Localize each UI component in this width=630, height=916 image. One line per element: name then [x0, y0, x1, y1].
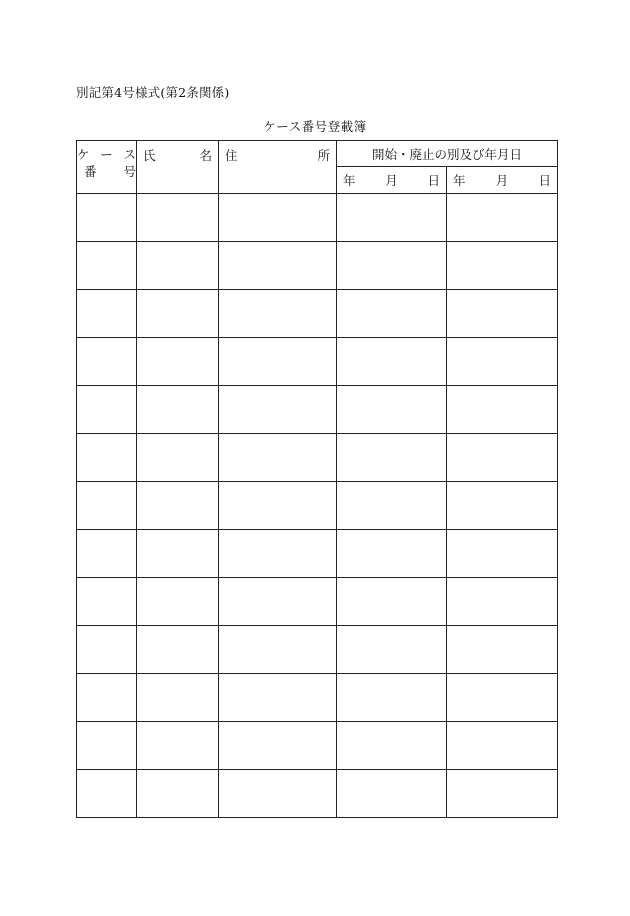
address-cell[interactable] [219, 290, 337, 338]
date-cell-1[interactable] [337, 194, 447, 242]
header-start-abolition: 開始・廃止の別及び年月日 [337, 141, 558, 167]
date-cell-2[interactable] [447, 242, 558, 290]
header-day: 日 [427, 173, 440, 188]
case-number-cell[interactable] [77, 482, 137, 530]
header-case-number-char: ケ [77, 147, 90, 162]
table-row [77, 338, 558, 386]
date-cell-1[interactable] [337, 530, 447, 578]
header-case-number-char: 番 [84, 164, 97, 179]
date-cell-2[interactable] [447, 194, 558, 242]
date-cell-1[interactable] [337, 722, 447, 770]
date-cell-2[interactable] [447, 578, 558, 626]
date-cell-2[interactable] [447, 290, 558, 338]
case-number-cell[interactable] [77, 290, 137, 338]
date-cell-2[interactable] [447, 722, 558, 770]
name-cell[interactable] [137, 578, 219, 626]
address-cell[interactable] [219, 194, 337, 242]
name-cell[interactable] [137, 290, 219, 338]
table-row [77, 626, 558, 674]
name-cell[interactable] [137, 626, 219, 674]
name-cell[interactable] [137, 434, 219, 482]
case-register-table [76, 140, 558, 818]
case-number-cell[interactable] [77, 674, 137, 722]
header-address [219, 141, 337, 194]
name-cell[interactable] [137, 722, 219, 770]
header-name-char: 氏 [143, 148, 156, 163]
name-cell[interactable] [137, 770, 219, 818]
table-row [77, 722, 558, 770]
date-cell-1[interactable] [337, 386, 447, 434]
case-number-cell[interactable] [77, 194, 137, 242]
table-row [77, 434, 558, 482]
date-cell-2[interactable] [447, 482, 558, 530]
case-number-cell[interactable] [77, 338, 137, 386]
case-number-cell[interactable] [77, 530, 137, 578]
header-day: 日 [538, 173, 552, 188]
name-cell[interactable] [137, 194, 219, 242]
date-cell-2[interactable] [447, 674, 558, 722]
date-cell-2[interactable] [447, 626, 558, 674]
date-cell-2[interactable] [447, 386, 558, 434]
header-date-1 [337, 167, 447, 194]
date-cell-1[interactable] [337, 434, 447, 482]
address-cell[interactable] [219, 722, 337, 770]
header-year: 年 [453, 173, 466, 188]
address-cell[interactable] [219, 578, 337, 626]
date-cell-1[interactable] [337, 290, 447, 338]
case-number-cell[interactable] [77, 722, 137, 770]
case-number-cell[interactable] [77, 578, 137, 626]
address-cell[interactable] [219, 626, 337, 674]
date-cell-2[interactable] [447, 434, 558, 482]
table-row [77, 290, 558, 338]
case-number-cell[interactable] [77, 434, 137, 482]
address-cell[interactable] [219, 434, 337, 482]
header-name [137, 141, 219, 194]
address-cell[interactable] [219, 530, 337, 578]
case-number-cell[interactable] [77, 770, 137, 818]
date-cell-2[interactable] [447, 530, 558, 578]
header-date-2 [447, 167, 558, 194]
table-row [77, 674, 558, 722]
name-cell[interactable] [137, 338, 219, 386]
address-cell[interactable] [219, 242, 337, 290]
header-month: 月 [495, 173, 509, 188]
date-cell-1[interactable] [337, 338, 447, 386]
case-number-cell[interactable] [77, 242, 137, 290]
date-cell-2[interactable] [447, 338, 558, 386]
form-number-label: 別記第4号様式(第2条関係) [76, 85, 230, 100]
name-cell[interactable] [137, 530, 219, 578]
address-cell[interactable] [219, 482, 337, 530]
name-cell[interactable] [137, 674, 219, 722]
date-cell-1[interactable] [337, 482, 447, 530]
document-title: ケース番号登載簿 [263, 119, 367, 134]
header-name-char: 名 [199, 148, 212, 163]
name-cell[interactable] [137, 482, 219, 530]
table-row [77, 482, 558, 530]
date-cell-2[interactable] [447, 770, 558, 818]
header-year: 年 [343, 173, 356, 188]
date-cell-1[interactable] [337, 770, 447, 818]
header-case-number-char: 号 [123, 164, 136, 179]
address-cell[interactable] [219, 674, 337, 722]
name-cell[interactable] [137, 242, 219, 290]
table-row [77, 194, 558, 242]
table-row [77, 578, 558, 626]
table-row [77, 770, 558, 818]
address-cell[interactable] [219, 338, 337, 386]
header-case-number-char: ー [100, 147, 113, 162]
header-case-number-char: ス [123, 147, 136, 162]
name-cell[interactable] [137, 386, 219, 434]
table-row [77, 530, 558, 578]
header-address-char: 所 [317, 148, 330, 163]
date-cell-1[interactable] [337, 626, 447, 674]
address-cell[interactable] [219, 386, 337, 434]
header-case-number [77, 141, 137, 194]
case-number-cell[interactable] [77, 626, 137, 674]
table-row [77, 242, 558, 290]
date-cell-1[interactable] [337, 674, 447, 722]
table-row [77, 386, 558, 434]
case-number-cell[interactable] [77, 386, 137, 434]
address-cell[interactable] [219, 770, 337, 818]
header-address-char: 住 [225, 148, 238, 163]
date-cell-1[interactable] [337, 578, 447, 626]
date-cell-1[interactable] [337, 242, 447, 290]
register-body [77, 194, 558, 818]
header-month: 月 [385, 173, 398, 188]
